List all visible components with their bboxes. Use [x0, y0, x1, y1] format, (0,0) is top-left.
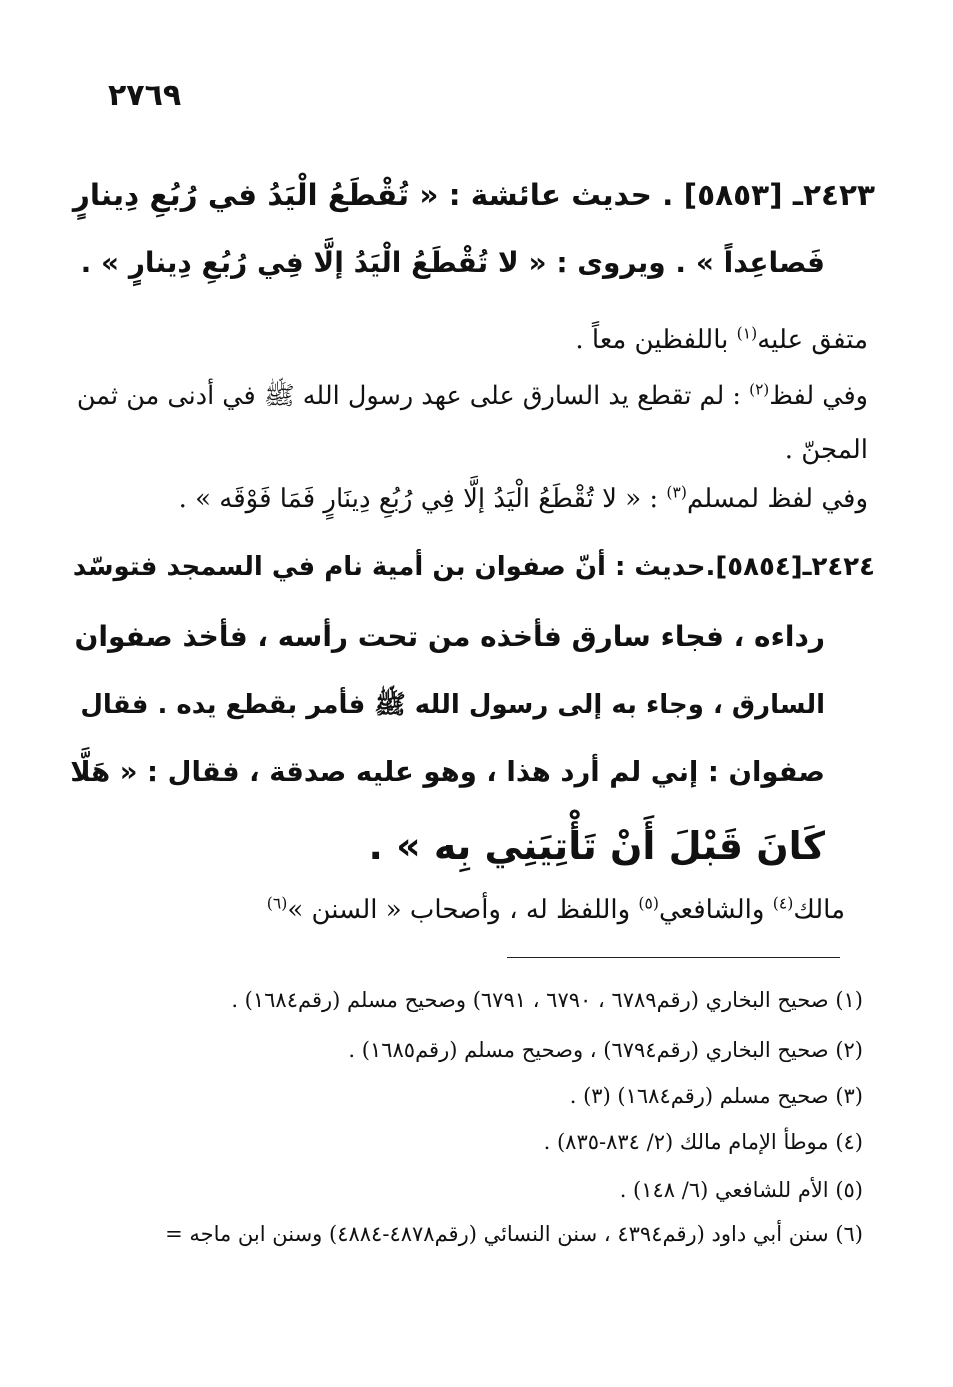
footnote-1: (١) صحيح البخاري (رقم٦٧٨٩ ، ٦٧٩٠ ، ٦٧٩١) وصحيح مسلم (رقم١٦٨٤) .	[231, 988, 863, 1012]
hadith-2423-line-2: فَصاعِداً » . ويروى : « لا تُقْطَعُ الْيَدُ إلَّا فِي رُبُعِ دِينارٍ » .	[80, 246, 825, 279]
footnote-4: (٤) موطأ الإمام مالك (٢/ ٨٣٤-٨٣٥) .	[543, 1130, 863, 1154]
lafz-a-continuation: المجنّ .	[784, 435, 868, 465]
footnote-ref-1[interactable]: (١)	[736, 324, 758, 343]
page-number: ٢٧٦٩	[108, 78, 182, 113]
hadith-2424-line-2: رداءه ، فجاء سارق فأخذه من تحت رأسه ، فأخذ صفوان	[74, 620, 825, 653]
hadith-2424-line-3: السارق ، وجاء به إلى رسول الله ﷺ فأمر بقطع يده . فقال	[80, 690, 825, 720]
hadith-2424-line-4: صفوان : إني لم أرد هذا ، وهو عليه صدقة ، فقال : « هَلَّا	[70, 756, 825, 788]
agreed-tail: باللفظين معاً .	[575, 325, 737, 355]
footnote-ref-6[interactable]: (٦)	[266, 894, 288, 913]
hadith-2423-line-1: ٢٤٢٣ـ [٥٨٥٣] . حديث عائشة : « تُقْطَعُ الْيَدُ في رُبُعِ دِينارٍ	[72, 178, 875, 212]
lafz-a-prefix: وفي لفظ	[769, 381, 868, 411]
footnote-3: (٣) صحيح مسلم (رقم١٦٨٤) (٣) .	[569, 1084, 863, 1108]
lafz-b-prefix: وفي لفظ لمسلم	[687, 484, 868, 514]
footnote-ref-5[interactable]: (٥)	[638, 894, 659, 913]
agreed-upon-line	[575, 325, 868, 355]
lafz-b-text: : « لا تُقْطَعُ الْيَدُ إلَّا فِي رُبُعِ دِينَارٍ فَمَا فَوْقَه » .	[178, 484, 667, 514]
footnote-ref-3[interactable]: (٣)	[666, 483, 687, 502]
source-shafii: والشافعي	[659, 895, 773, 925]
hadith-2424-line-1: ٢٤٢٤ـ[٥٨٥٤].حديث : أنّ صفوان بن أمية نام في السمجد فتوسّد	[72, 552, 875, 582]
footnote-ref-4[interactable]: (٤)	[772, 894, 794, 913]
source-malik: مالك	[793, 895, 845, 925]
footnote-6: (٦) سنن أبي داود (رقم٤٣٩٤ ، سنن النسائي (رقم٤٨٧٨-٤٨٨٤) وسنن ابن ماجه =	[165, 1222, 863, 1246]
footnote-ref-2[interactable]: (٢)	[749, 380, 770, 399]
sources-line	[267, 895, 845, 925]
footnote-2: (٢) صحيح البخاري (رقم٦٧٩٤) ، وصحيح مسلم (رقم١٦٨٥) .	[348, 1038, 863, 1062]
agreed-text: متفق عليه	[757, 325, 868, 355]
lafz-a-text: : لم تقطع يد السارق على عهد رسول الله ﷺ في أدنى من ثمن	[76, 381, 750, 411]
lafz-b-line	[179, 484, 868, 514]
footnote-divider	[507, 957, 840, 958]
source-tail: واللفظ له ، وأصحاب « السنن »	[287, 895, 639, 925]
footnote-5: (٥) الأم للشافعي (٦/ ١٤٨) .	[619, 1178, 863, 1202]
hadith-2424-line-5: كَانَ قَبْلَ أَنْ تَأْتِيَنِي بِه » .	[368, 824, 825, 868]
lafz-a-line	[77, 380, 868, 417]
